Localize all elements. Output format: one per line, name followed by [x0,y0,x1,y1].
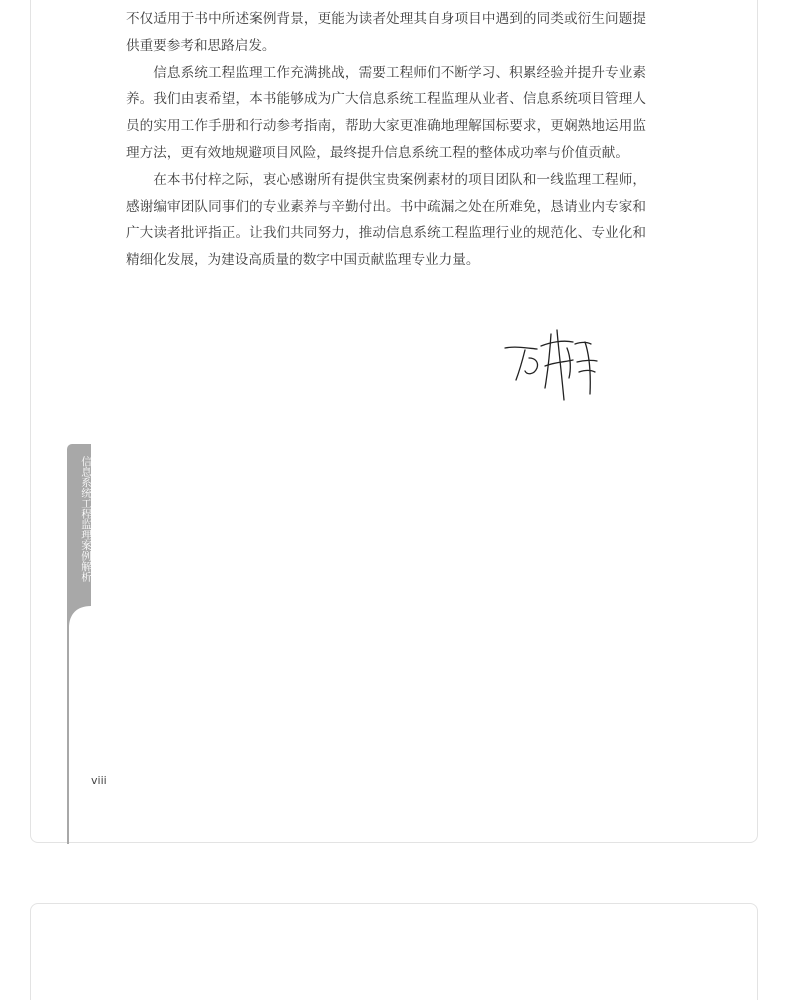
page-number: viii [91,774,107,787]
document-page [30,903,758,1000]
handwritten-signature [501,328,611,408]
side-tab [67,444,91,604]
paragraph: 在本书付梓之际，衷心感谢所有提供宝贵案例素材的项目团队和一线监理工程师，感谢编审团队同事们的专业素养与辛勤付出。书中疏漏之处在所难免，恳请业内专家和广大读者批评指正。让我们共同努力，推动信息系统工程监理行业的规范化、专业化和精细化发展，为建设高质量的数字中国贡献监理专业力量。 [126,171,646,269]
side-tab-label: 信息系统工程监理案例解析 [80,456,92,582]
side-tab-rail [67,604,91,844]
body-text [126,6,646,274]
paragraph: 信息系统工程监理工作充满挑战，需要工程师们不断学习、积累经验并提升专业素养。我们由衷希望，本书能够成为广大信息系统工程监理从业者、信息系统项目管理人员的实用工作手册和行动参考指南，帮助大家更准确地理解国标要求，更娴熟地运用监理方法，更有效地规避项目风险，最终提升信息系统工程的整体成功率与价值贡献。 [126,64,646,161]
document-page [30,0,758,843]
paragraph: 不仅适用于书中所述案例背景，更能为读者处理其自身项目中遇到的同类或衍生问题提供重要参考和思路启发。 [126,11,646,54]
